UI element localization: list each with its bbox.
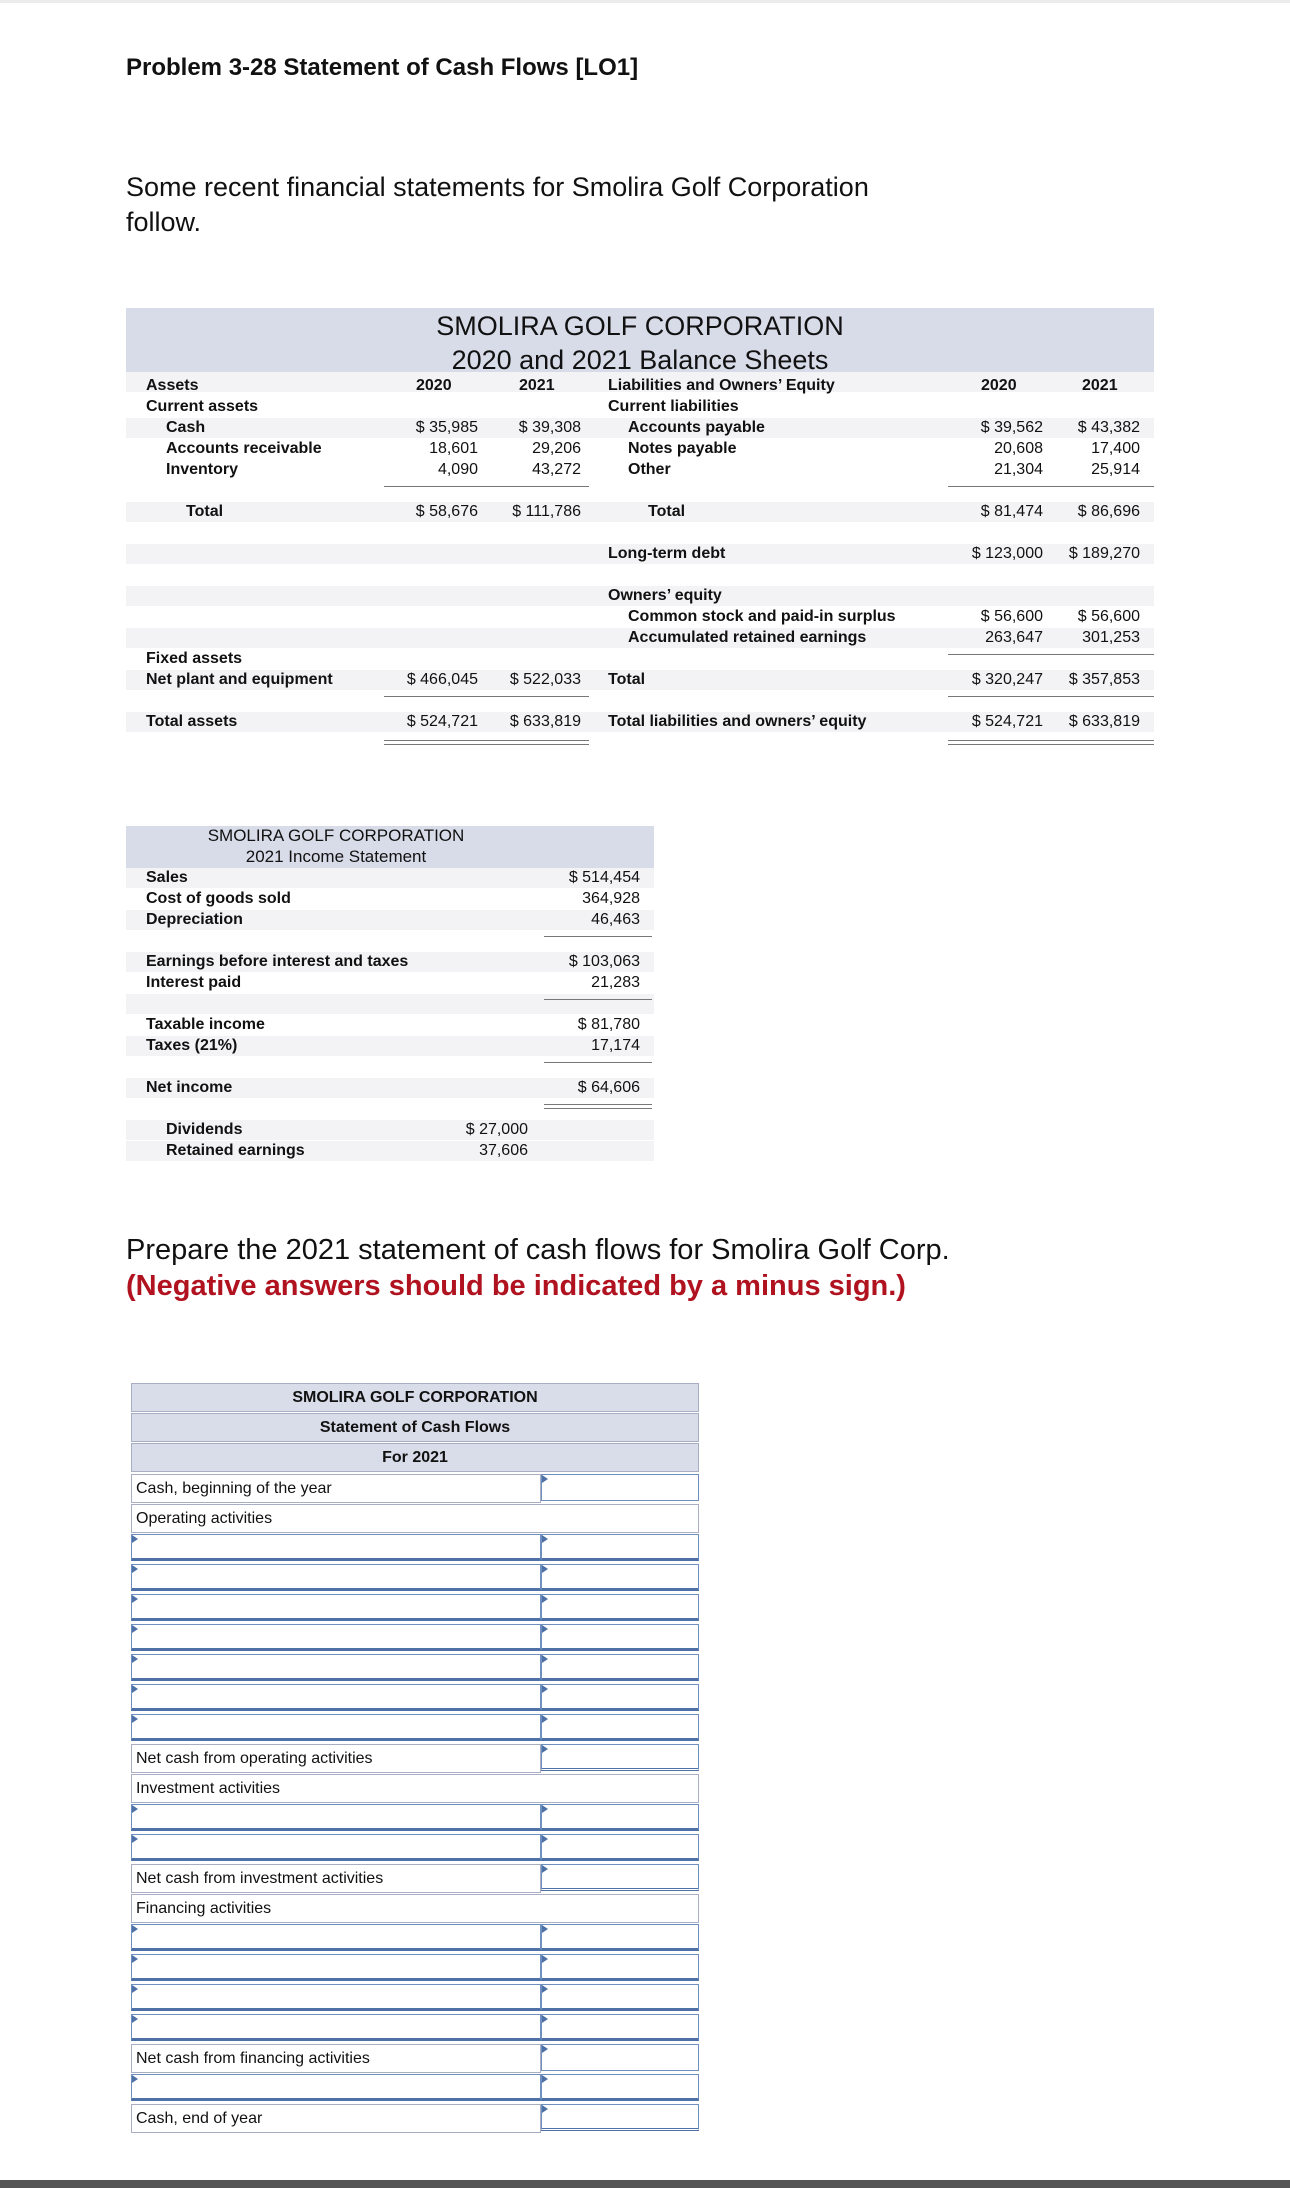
balance-sheet-subtitle: 2020 and 2021 Balance Sheets — [451, 345, 829, 375]
current-assets-label: Current assets — [146, 398, 259, 415]
financing-label: Financing activities — [131, 1894, 699, 1923]
oe-total-2020: $ 320,247 — [971, 671, 1043, 688]
other-2020: 21,304 — [994, 461, 1043, 478]
instruction-text: Prepare the 2021 statement of cash flows for Smolira Golf Corp. — [126, 1234, 950, 1266]
year-2020-header: 2020 — [416, 377, 452, 394]
income-title: SMOLIRA GOLF CORPORATION — [207, 826, 465, 845]
total-assets-label: Total assets — [146, 713, 238, 730]
other-label: Other — [628, 461, 671, 478]
ap-2020: $ 39,562 — [980, 419, 1043, 436]
liab-year-2020-header: 2020 — [981, 377, 1017, 394]
operating-item-4-amount-input[interactable] — [541, 1624, 699, 1651]
income-subtitle: 2021 Income Statement — [245, 847, 427, 866]
double-rule — [384, 740, 486, 745]
top-border — [0, 0, 1290, 3]
cash-2021: $ 39,308 — [518, 419, 581, 436]
financing-item-1-label-input[interactable] — [131, 1924, 541, 1951]
net-operating-input[interactable] — [541, 1744, 699, 1771]
cf-title: SMOLIRA GOLF CORPORATION — [131, 1383, 699, 1412]
financing-item-2-label-input[interactable] — [131, 1954, 541, 1981]
taxes-value: 17,174 — [591, 1037, 640, 1054]
bottom-bar — [0, 2180, 1290, 2188]
income-statement — [126, 826, 654, 1166]
financing-item-2-amount-input[interactable] — [541, 1954, 699, 1981]
investment-item-2-amount-input[interactable] — [541, 1834, 699, 1861]
rule — [544, 1062, 652, 1063]
liab-year-2021-header: 2021 — [1082, 377, 1118, 394]
problem-title: Problem 3-28 Statement of Cash Flows [LO1] — [126, 54, 639, 81]
np-2021: 17,400 — [1091, 440, 1140, 457]
operating-item-5-amount-input[interactable] — [541, 1654, 699, 1681]
depreciation-label: Depreciation — [146, 911, 243, 928]
double-rule — [948, 740, 1051, 745]
balance-sheet — [126, 308, 1154, 750]
are-2020: 263,647 — [985, 629, 1043, 646]
other-2021: 25,914 — [1091, 461, 1140, 478]
assets-header: Assets — [146, 377, 199, 394]
current-assets-total-label: Total — [186, 503, 224, 520]
rule — [384, 696, 486, 697]
tloe-label: Total liabilities and owners’ equity — [608, 713, 867, 730]
ar-2021: 29,206 — [532, 440, 581, 457]
taxes-label: Taxes (21%) — [146, 1037, 238, 1054]
liabilities-header: Liabilities and Owners’ Equity — [608, 377, 835, 394]
operating-item-6-amount-input[interactable] — [541, 1684, 699, 1711]
rule — [1051, 654, 1154, 655]
net-financing-label: Net cash from financing activities — [131, 2044, 541, 2073]
np-label: Notes payable — [628, 440, 737, 457]
are-2021: 301,253 — [1082, 629, 1140, 646]
operating-item-2-amount-input[interactable] — [541, 1564, 699, 1591]
ca-total-2020: $ 58,676 — [415, 503, 478, 520]
sales-label: Sales — [146, 869, 188, 886]
ap-label: Accounts payable — [628, 419, 765, 436]
net-operating-label: Net cash from operating activities — [131, 1744, 541, 1773]
cash-label: Cash — [166, 419, 206, 436]
cf-subtitle: Statement of Cash Flows — [131, 1413, 699, 1442]
inventory-2021: 43,272 — [532, 461, 581, 478]
owners-equity-label: Owners’ equity — [608, 587, 722, 604]
double-rule — [544, 1104, 652, 1109]
rule — [948, 696, 1051, 697]
cl-total-label: Total — [648, 503, 686, 520]
investment-item-2-label-input[interactable] — [131, 1834, 541, 1861]
cf-period: For 2021 — [131, 1443, 699, 1472]
net-financing-input[interactable] — [541, 2044, 699, 2071]
npe-label: Net plant and equipment — [146, 671, 333, 688]
ltd-2021: $ 189,270 — [1068, 545, 1140, 562]
operating-item-2-label-input[interactable] — [131, 1564, 541, 1591]
retained-earnings-value: 37,606 — [479, 1142, 528, 1159]
rule — [1051, 486, 1154, 487]
cogs-label: Cost of goods sold — [146, 890, 291, 907]
operating-item-7-amount-input[interactable] — [541, 1714, 699, 1741]
tloe-2021: $ 633,819 — [1068, 713, 1140, 730]
cs-2020: $ 56,600 — [980, 608, 1043, 625]
rule — [486, 696, 589, 697]
sales-value: $ 514,454 — [568, 869, 640, 886]
intro-text: Some recent financial statements for Smolira Golf Corporation follow. — [126, 172, 869, 237]
current-liabilities-label: Current liabilities — [608, 398, 739, 415]
inventory-label: Inventory — [166, 461, 239, 478]
depreciation-value: 46,463 — [591, 911, 640, 928]
cash-end-label: Cash, end of year — [131, 2104, 541, 2133]
net-investment-label: Net cash from investment activities — [131, 1864, 541, 1893]
cash-flow-form — [131, 1383, 701, 2139]
ltd-label: Long-term debt — [608, 545, 726, 562]
dividends-label: Dividends — [166, 1121, 243, 1138]
operating-item-5-label-input[interactable] — [131, 1654, 541, 1681]
rule — [544, 999, 652, 1000]
rule — [1051, 696, 1154, 697]
tloe-2020: $ 524,721 — [971, 713, 1043, 730]
npe-2020: $ 466,045 — [406, 671, 478, 688]
financing-item-4-label-input[interactable] — [131, 2014, 541, 2041]
operating-item-1-amount-input[interactable] — [541, 1534, 699, 1561]
taxable-income-value: $ 81,780 — [577, 1016, 640, 1033]
operating-item-3-amount-input[interactable] — [541, 1594, 699, 1621]
np-2020: 20,608 — [994, 440, 1043, 457]
rule — [948, 654, 1051, 655]
net-change-label-input[interactable] — [131, 2074, 541, 2101]
dividends-value: $ 27,000 — [465, 1121, 528, 1138]
ar-2020: 18,601 — [429, 440, 478, 457]
accum-re-label: Accumulated retained earnings — [628, 629, 867, 646]
year-2021-header: 2021 — [519, 377, 555, 394]
ebit-label: Earnings before interest and taxes — [146, 953, 409, 970]
double-rule — [486, 740, 589, 745]
investment-label: Investment activities — [131, 1774, 699, 1803]
inventory-2020: 4,090 — [437, 461, 478, 478]
operating-item-7-label-input[interactable] — [131, 1714, 541, 1741]
net-income-value: $ 64,606 — [577, 1079, 640, 1096]
investment-item-1-amount-input[interactable] — [541, 1804, 699, 1831]
operating-item-4-label-input[interactable] — [131, 1624, 541, 1651]
net-investment-input[interactable] — [541, 1864, 699, 1891]
ap-2021: $ 43,382 — [1077, 419, 1140, 436]
fixed-assets-label: Fixed assets — [146, 650, 243, 667]
oe-total-label: Total — [608, 671, 646, 688]
interest-value: 21,283 — [591, 974, 640, 991]
balance-sheet-title: SMOLIRA GOLF CORPORATION — [436, 311, 844, 341]
net-income-label: Net income — [146, 1079, 233, 1096]
interest-label: Interest paid — [146, 974, 242, 991]
rule — [948, 486, 1051, 487]
instructions — [126, 1232, 950, 1304]
ta-2020: $ 524,721 — [406, 713, 478, 730]
ar-label: Accounts receivable — [166, 440, 322, 457]
ltd-2020: $ 123,000 — [971, 545, 1043, 562]
ta-2021: $ 633,819 — [509, 713, 581, 730]
rule — [384, 486, 486, 487]
cs-2021: $ 56,600 — [1077, 608, 1140, 625]
operating-item-1-label-input[interactable] — [131, 1534, 541, 1561]
double-rule — [1051, 740, 1154, 745]
net-change-amount-input[interactable] — [541, 2074, 699, 2101]
investment-item-1-label-input[interactable] — [131, 1804, 541, 1831]
taxable-income-label: Taxable income — [146, 1016, 265, 1033]
rule — [486, 486, 589, 487]
operating-item-3-label-input[interactable] — [131, 1594, 541, 1621]
cash-begin-label: Cash, beginning of the year — [131, 1474, 541, 1503]
operating-label: Operating activities — [131, 1504, 699, 1533]
cash-end-input[interactable] — [541, 2104, 699, 2131]
financing-item-1-amount-input[interactable] — [541, 1924, 699, 1951]
rule — [544, 936, 652, 937]
cl-total-2020: $ 81,474 — [980, 503, 1043, 520]
cash-begin-input[interactable] — [541, 1474, 699, 1501]
npe-2021: $ 522,033 — [509, 671, 581, 688]
financing-item-3-label-input[interactable] — [131, 1984, 541, 2011]
financing-item-4-amount-input[interactable] — [541, 2014, 699, 2041]
common-stock-label: Common stock and paid-in surplus — [628, 608, 896, 625]
operating-item-6-label-input[interactable] — [131, 1684, 541, 1711]
oe-total-2021: $ 357,853 — [1068, 671, 1140, 688]
ca-total-2021: $ 111,786 — [512, 503, 581, 520]
ebit-value: $ 103,063 — [568, 953, 640, 970]
cogs-value: 364,928 — [582, 890, 640, 907]
instruction-note: (Negative answers should be indicated by a minus sign.) — [126, 1270, 906, 1302]
retained-earnings-label: Retained earnings — [166, 1142, 305, 1159]
cl-total-2021: $ 86,696 — [1077, 503, 1140, 520]
financing-item-3-amount-input[interactable] — [541, 1984, 699, 2011]
cash-2020: $ 35,985 — [415, 419, 478, 436]
